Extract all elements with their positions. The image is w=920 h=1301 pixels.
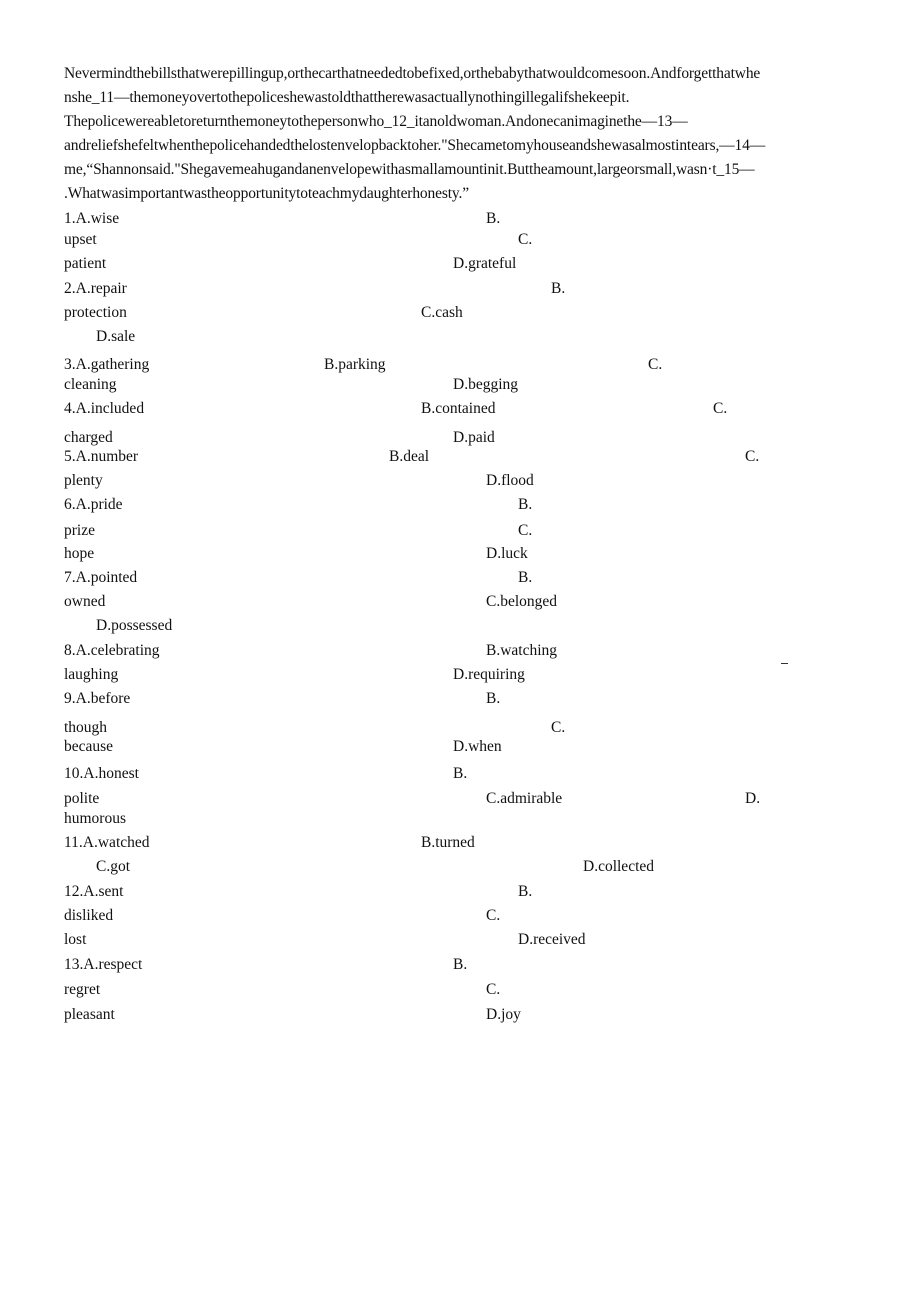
option-a: 10.A.honest	[64, 765, 139, 782]
passage-line: Thepolicewereabletoreturnthemoneytothepersonwho_12_itanoldwoman.Andonecanimaginethe—13—	[64, 113, 688, 130]
option-d: D.luck	[486, 545, 528, 562]
option-c-letter: C.	[648, 356, 663, 373]
option-c: C.admirable	[486, 790, 563, 807]
option-b-word: though	[64, 719, 108, 736]
option-c-letter: C.	[745, 448, 760, 465]
option-b-letter: B.	[518, 883, 533, 900]
option-b-word: disliked	[64, 907, 114, 924]
option-a: 13.A.respect	[64, 956, 143, 973]
option-a: 3.A.gathering	[64, 356, 150, 373]
option-c: C.got	[96, 858, 131, 875]
passage-line: andreliefshefeltwhenthepolicehandedthelostenvelopbacktoher."Shecametomyhouseandshewasalmostintears,—14—	[64, 137, 766, 154]
option-c-word: patient	[64, 255, 107, 272]
option-d: D.requiring	[453, 666, 525, 683]
option-d: D.grateful	[453, 255, 517, 272]
option-c: C.belonged	[486, 593, 558, 610]
option-c-word: cleaning	[64, 376, 117, 393]
option-b-letter: B.	[486, 210, 501, 227]
option-a: 1.A.wise	[64, 210, 120, 227]
option-d: D.begging	[453, 376, 519, 393]
option-c-word: hope	[64, 545, 95, 562]
option-c-letter: C.	[486, 907, 501, 924]
option-a: 2.A.repair	[64, 280, 127, 297]
option-a: 6.A.pride	[64, 496, 123, 513]
option-d: D.collected	[583, 858, 655, 875]
option-b: B.deal	[389, 448, 430, 465]
option-b-word: owned	[64, 593, 106, 610]
option-b-letter: B.	[518, 569, 533, 586]
option-c-letter: C.	[486, 981, 501, 998]
option-d: D.sale	[96, 328, 136, 345]
option-b-word: upset	[64, 231, 97, 248]
option-a: 5.A.number	[64, 448, 139, 465]
option-b: B.watching	[486, 642, 558, 659]
option-b-word: prize	[64, 522, 95, 539]
option-a: 7.A.pointed	[64, 569, 138, 586]
option-b-letter: B.	[453, 956, 468, 973]
option-d: D.when	[453, 738, 502, 755]
option-c: C.cash	[421, 304, 463, 321]
option-c-letter: C.	[713, 400, 728, 417]
option-d-word: humorous	[64, 810, 126, 827]
option-b-word: protection	[64, 304, 127, 321]
option-d: D.joy	[486, 1006, 521, 1023]
option-c-word: charged	[64, 429, 113, 446]
option-d: D.received	[518, 931, 586, 948]
option-d: D.paid	[453, 429, 495, 446]
option-b-letter: B.	[518, 496, 533, 513]
stray-dash-mark	[781, 663, 788, 664]
option-c-letter: C.	[518, 522, 533, 539]
option-d: D.flood	[486, 472, 534, 489]
option-a: 12.A.sent	[64, 883, 124, 900]
option-d: D.possessed	[96, 617, 173, 634]
option-d-letter: D.	[745, 790, 761, 807]
option-b: B.turned	[421, 834, 475, 851]
passage-line: .Whatwasimportantwastheopportunitytoteachmydaughterhonesty.”	[64, 185, 469, 202]
option-c-word: plenty	[64, 472, 103, 489]
option-a: 8.A.celebrating	[64, 642, 160, 659]
option-a: 4.A.included	[64, 400, 145, 417]
option-b-letter: B.	[551, 280, 566, 297]
passage-line: me,“Shannonsaid."Shegavemeahugandanenvelopewithasmallamountinit.Buttheamount,largeorsmall,wasn·t_15—	[64, 161, 755, 178]
option-a: 11.A.watched	[64, 834, 150, 851]
option-b-word: regret	[64, 981, 101, 998]
option-b-letter: B.	[486, 690, 501, 707]
passage-line: nshe_11—themoneyovertothepoliceshewastoldthattherewasactuallynothingillegalifshekeepit.	[64, 89, 630, 106]
option-c-word: because	[64, 738, 114, 755]
option-a: 9.A.before	[64, 690, 131, 707]
option-b: B.contained	[421, 400, 496, 417]
option-c-letter: C.	[518, 231, 533, 248]
option-c-letter: C.	[551, 719, 566, 736]
option-b-word: polite	[64, 790, 100, 807]
option-b: B.parking	[324, 356, 386, 373]
option-c-word: pleasant	[64, 1006, 115, 1023]
option-c-word: lost	[64, 931, 87, 948]
option-c-word: laughing	[64, 666, 119, 683]
passage-line: Nevermindthebillsthatwerepillingup,orthecarthatneededtobefixed,orthebabythatwouldcomesoon.Andforgetthatwhe	[64, 65, 761, 82]
option-b-letter: B.	[453, 765, 468, 782]
